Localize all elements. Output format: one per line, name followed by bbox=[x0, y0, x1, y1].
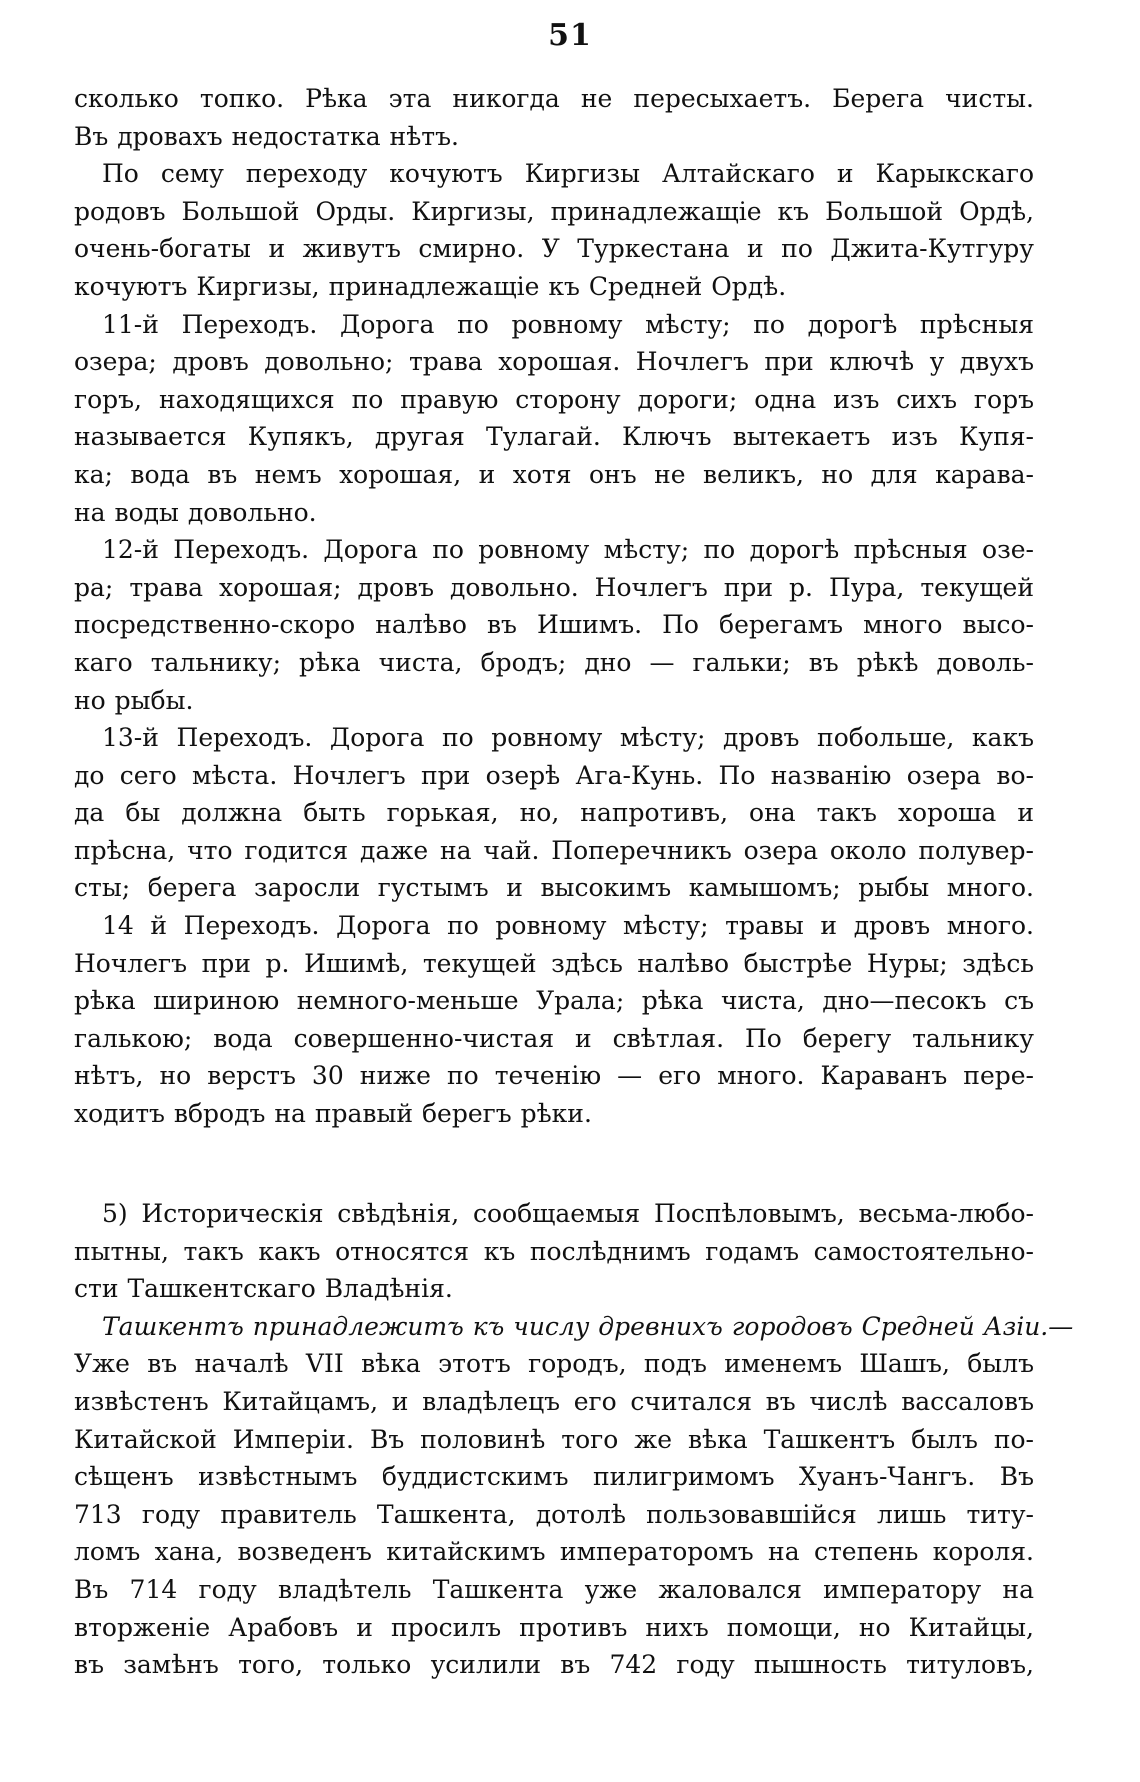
text-line: галькою; вода совершенно-чистая и свѣтлая. По берегу тальнику bbox=[74, 1023, 1034, 1053]
text-line: ка; вода въ немъ хорошая, и хотя онъ не великъ, но для карава- bbox=[74, 459, 1034, 489]
text-line: рѣка шириною немного-меньше Урала; рѣка чиста, дно—песокъ съ bbox=[74, 986, 1034, 1016]
text-line: посредственно-скоро налѣво въ Ишимъ. По берегамъ много высо- bbox=[74, 610, 1034, 640]
text-block-main bbox=[74, 80, 1034, 1133]
text-line: Ночлегъ при р. Ишимѣ, текущей здѣсь налѣво быстрѣе Нуры; здѣсь bbox=[74, 948, 1034, 978]
text-line: 12-й Переходъ. Дорога по ровному мѣсту; по дорогѣ прѣсныя озе- bbox=[102, 535, 1034, 565]
text-line: Ташкентъ принадлежитъ къ числу древнихъ городовъ Средней Азіи.— bbox=[102, 1311, 1074, 1341]
text-line: каго тальнику; рѣка чиста, бродъ; дно — гальки; въ рѣкѣ доволь- bbox=[74, 647, 1034, 677]
text-line: сти Ташкентскаго Владѣнія. bbox=[74, 1274, 453, 1304]
page-number: 51 bbox=[548, 18, 592, 53]
text-line: вторженіе Арабовъ и просилъ противъ нихъ помощи, но Китайцы, bbox=[74, 1612, 1034, 1642]
text-line: очень-богаты и живутъ смирно. У Туркестана и по Джита-Кутгуру bbox=[74, 234, 1034, 264]
text-line: 5) Историческія свѣдѣнія, сообщаемыя Поспѣловымъ, весьма-любо- bbox=[102, 1199, 1034, 1228]
text-line: 13-й Переходъ. Дорога по ровному мѣсту; дровъ побольше, какъ bbox=[102, 723, 1034, 753]
text-line: называется Купякъ, другая Тулагай. Ключъ вытекаетъ изъ Купя- bbox=[74, 422, 1034, 452]
text-line: сѣщенъ извѣстнымъ буддистскимъ пилигримомъ Хуанъ-Чангъ. Въ bbox=[74, 1462, 1034, 1492]
text-line: родовъ Большой Орды. Киргизы, принадлежащіе къ Большой Ордѣ, bbox=[74, 196, 1034, 226]
text-line: Уже въ началѣ VII вѣка этотъ городъ, подъ именемъ Шашъ, былъ bbox=[74, 1349, 1034, 1379]
text-line: Въ 714 году владѣтель Ташкента уже жаловался императору на bbox=[74, 1574, 1034, 1604]
text-line: въ замѣнъ того, только усилили въ 742 году пышность титуловъ, bbox=[74, 1650, 1034, 1680]
text-line: ходитъ вбродъ на правый берегъ рѣки. bbox=[74, 1099, 592, 1129]
text-line: кочуютъ Киргизы, принадлежащіе къ Средней Ордѣ. bbox=[74, 271, 787, 301]
text-line: горъ, находящихся по правую сторону дороги; одна изъ сихъ горъ bbox=[74, 384, 1034, 414]
text-block-footnote bbox=[74, 1195, 1074, 1684]
text-line: сколько топко. Рѣка эта никогда не пересыхаетъ. Берега чисты. bbox=[74, 84, 1034, 113]
text-line: сты; берега заросли густымъ и высокимъ камышомъ; рыбы много. bbox=[74, 873, 1034, 903]
text-line: По сему переходу кочуютъ Киргизы Алтайскаго и Карыкскаго bbox=[102, 159, 1034, 189]
text-line: нѣтъ, но верстъ 30 ниже по теченію — его много. Караванъ пере- bbox=[74, 1061, 1034, 1091]
text-line: извѣстенъ Китайцамъ, и владѣлецъ его считался въ числѣ вассаловъ bbox=[74, 1386, 1034, 1416]
text-line: Китайской Имперіи. Въ половинѣ того же вѣка Ташкентъ былъ по- bbox=[74, 1424, 1034, 1454]
text-line: но рыбы. bbox=[74, 685, 194, 715]
text-line: до сего мѣста. Ночлегъ при озерѣ Ага-Кунь. По названію озера во- bbox=[74, 760, 1034, 790]
text-line: ра; трава хорошая; дровъ довольно. Ночлегъ при р. Пура, текущей bbox=[74, 572, 1034, 602]
text-line: ломъ хана, возведенъ китайскимъ императоромъ на степень короля. bbox=[74, 1537, 1034, 1567]
text-line: пытны, такъ какъ относятся къ послѣднимъ годамъ самостоятельно- bbox=[74, 1236, 1034, 1266]
text-line: 11-й Переходъ. Дорога по ровному мѣсту; по дорогѣ прѣсныя bbox=[102, 309, 1034, 339]
text-line: да бы должна быть горькая, но, напротивъ, она такъ хороша и bbox=[74, 798, 1034, 828]
text-line: 14 й Переходъ. Дорога по ровному мѣсту; травы и дровъ много. bbox=[102, 911, 1034, 941]
text-line: Въ дровахъ недостатка нѣтъ. bbox=[74, 121, 459, 151]
text-line: прѣсна, что годится даже на чай. Поперечникъ озера около полувер- bbox=[74, 835, 1034, 865]
text-line: озера; дровъ довольно; трава хорошая. Ночлегъ при ключѣ у двухъ bbox=[74, 347, 1034, 377]
text-line: 713 году правитель Ташкента, дотолѣ пользовавшійся лишь титу- bbox=[74, 1499, 1034, 1529]
text-line: на воды довольно. bbox=[74, 497, 317, 527]
